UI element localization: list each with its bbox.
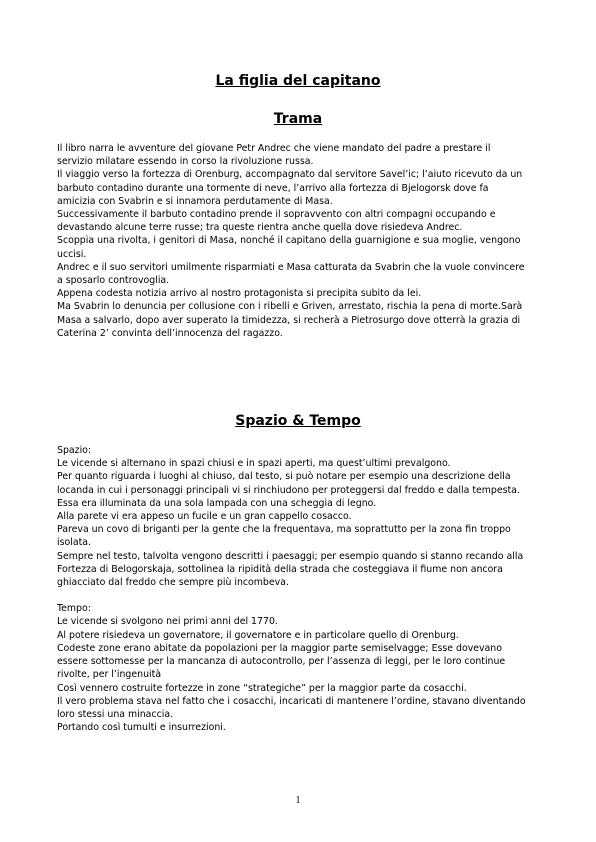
page-content	[57, 72, 539, 734]
text-line: Il libro narra le avventure del giovane Petr Andrec che viene mandato del padre a prestare il	[57, 143, 491, 154]
paragraph-gap	[57, 589, 539, 602]
text-line: uccisi.	[57, 248, 87, 260]
text-line: Le vicende si alternano in spazi chiusi e in spazi aperti, ma quest’ultimi prevalgono.	[57, 458, 451, 470]
text-line: Le vicende si svolgono nei primi anni del 1770.	[57, 616, 278, 628]
text-line: Successivamente il barbuto contadino prende il sopravvento con altri compagni occupando e	[57, 209, 496, 221]
text-line: amicizia con Svabrin e si innamora perdutamente di Masa.	[57, 195, 333, 207]
document-title: La figlia del capitano	[215, 73, 381, 89]
text-line: Così vennero costruite fortezze in zone “strategiche” per la maggior parte da cosacchi.	[57, 682, 467, 694]
text-line: Tempo:	[57, 603, 91, 615]
text-line: Il vero problema stava nel fatto che i cosacchi, incaricati di mantenere l’ordine, stavano diventando	[57, 695, 526, 707]
spazio-paragraph	[57, 444, 539, 589]
text-line: Spazio:	[57, 445, 92, 457]
text-line: Fortezza di Belogorskaja, sottolinea la ripidità della strada che costeggiava il fiume non ancora	[57, 563, 503, 575]
text-line: barbuto contadino durante una tormente di neve, l’arrivo alla fortezza di Bjelogorsk dove fa	[57, 182, 489, 194]
tempo-paragraph	[57, 602, 539, 734]
text-line: loro stessi una minaccia.	[57, 708, 174, 720]
text-line: Masa a salvarlo, dopo aver superato la timidezza, si recherà a Pietrosurgo dove otterrà la grazia di	[57, 314, 521, 326]
text-line: servizio milatare essendo in corso la rivoluzione russa.	[57, 156, 314, 168]
text-line: ghiacciato dal freddo che sempre più incombeva.	[57, 577, 289, 589]
text-line: a sposarlo controvoglia.	[57, 275, 170, 287]
section-heading-trama: Trama	[273, 111, 323, 127]
text-line: rivolte, per l’ingenuità	[57, 669, 162, 681]
section-heading-spazio-tempo: Spazio & Tempo	[235, 413, 361, 430]
text-line: Caterina 2’ convinta dell’innocenza del ragazzo.	[57, 327, 283, 339]
text-line: essere sottomesse per la mancanza di autocontrollo, per l’assenza di leggi, per le loro continue	[57, 656, 506, 668]
text-line: Pareva un covo di briganti per la gente che la frequentava, ma soprattutto per la zona fin troppo	[57, 524, 511, 536]
text-line: Portando così tumulti e insurrezioni.	[57, 722, 226, 734]
page-number: 1	[295, 795, 301, 806]
text-line: Sempre nel testo, talvolta vengono descritti i paesaggi; per esempio quando si stanno recando alla	[57, 550, 524, 562]
text-line: Appena codesta notizia arrivo al nostro protagonista si precipita subito da lei.	[57, 288, 422, 300]
text-line: Al potere risiedeva un governatore, il governatore e in particolare quello di Orenburg.	[57, 629, 459, 641]
trama-body	[57, 142, 539, 340]
text-line: Codeste zone erano abitate da popolazioni per la maggior parte semiselvagge; Esse dovevano	[57, 642, 502, 654]
text-line: Per quanto riguarda i luoghi al chiuso, dal testo, si può notare per esempio una descrizione della	[57, 471, 511, 483]
text-line: Ma Svabrin lo denuncia per collusione con i ribelli e Griven, arrestato, rischia la pena di morte.Sarà	[57, 301, 523, 313]
text-line: Essa era illuminata da una sola lampada con una scheggia di legno.	[57, 497, 377, 509]
text-line: Il viaggio verso la fortezza di Orenburg, accompagnato dal servitore Savel’ic; l’aiuto ricevuto da un	[57, 169, 523, 181]
text-line: Scoppia una rivolta, i genitori di Masa, nonché il capitano della guarnigione e sua moglie, vengono	[57, 235, 521, 247]
text-line: Andrec e il suo servitori umilmente risparmiati e Masa catturata da Svabrin che la vuole convincere	[57, 261, 525, 273]
text-line: devastando alcune terre russe; tra queste rientra anche quella dove risiedeva Andrec.	[57, 222, 463, 234]
text-line: locanda in cui i personaggi principali vi si rinchiudono per proteggersi dal freddo e dalla tempesta.	[57, 484, 520, 496]
text-line: Alla parete vi era appeso un fucile e un gran cappello cosacco.	[57, 511, 352, 523]
text-line: isolata.	[57, 537, 91, 549]
